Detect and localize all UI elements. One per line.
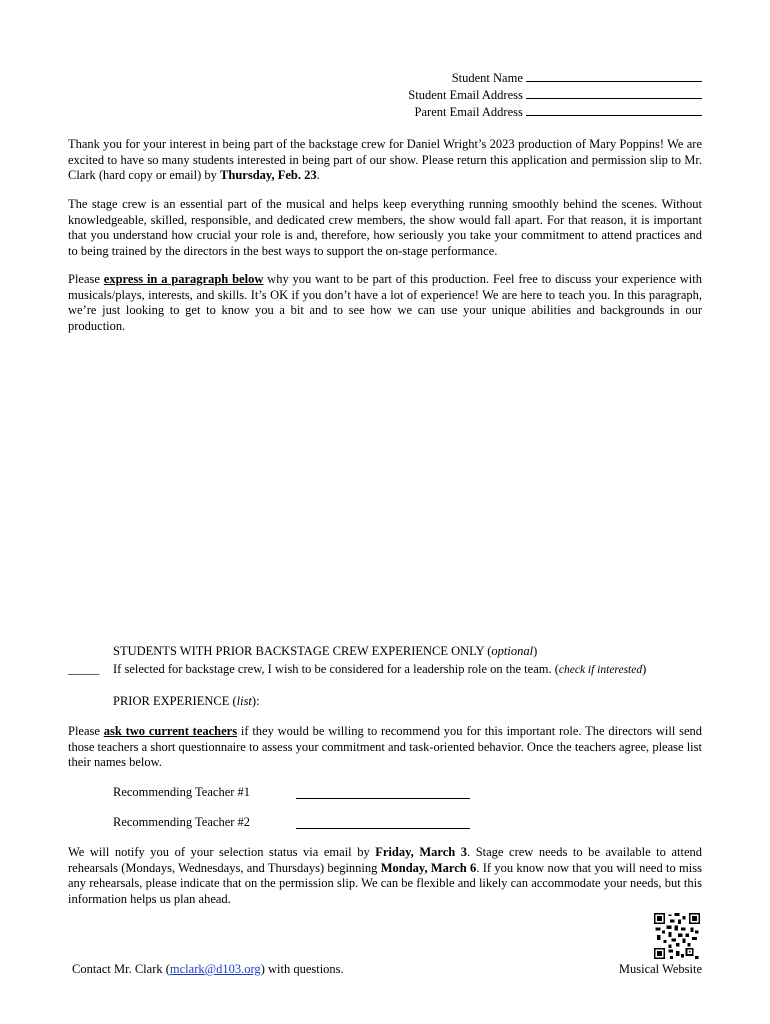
stage-crew-paragraph bbox=[68, 197, 702, 259]
prior-label-text: PRIOR EXPERIENCE ( bbox=[113, 694, 237, 708]
intro-text: Thank you for your interest in being part of the backstage crew for Daniel Wright’s 2023 production of Mary Poppins! We are excited to have so many students interested in being part of our show. Please return this application and permission slip to Mr. Clark (hard copy or email) by bbox=[68, 137, 702, 183]
intro-paragraph bbox=[68, 137, 702, 184]
prior-list-note: list bbox=[236, 694, 252, 708]
contact-line bbox=[72, 962, 344, 977]
email-link[interactable]: mclark@d103.org bbox=[169, 962, 261, 976]
teachers-paragraph bbox=[68, 724, 702, 771]
student-info-fields bbox=[408, 70, 702, 121]
deadline-date: Thursday, Feb. 23 bbox=[220, 168, 317, 183]
musical-website-label: Musical Website bbox=[618, 962, 702, 976]
notify-text-a: We will notify you of your selection status via email by bbox=[68, 845, 376, 859]
leadership-note: check if interested bbox=[558, 664, 643, 676]
student-name-field[interactable] bbox=[408, 70, 702, 87]
experience-heading bbox=[113, 643, 537, 659]
teachers-emphasis: ask two current teachers bbox=[103, 724, 238, 738]
leadership-option bbox=[113, 661, 646, 678]
teacher2-blank[interactable] bbox=[296, 814, 470, 829]
parent-email-blank[interactable] bbox=[526, 104, 702, 116]
teachers-text-start: Please bbox=[68, 724, 104, 738]
teacher1-label: Recommending Teacher #1 bbox=[113, 785, 251, 799]
student-name-label: Student Name bbox=[451, 71, 523, 85]
notify-paragraph bbox=[68, 845, 702, 907]
student-email-label: Student Email Address bbox=[408, 88, 523, 102]
express-text-end: why you want to be part of this production. Feel free to discuss your experience with musicals/plays, interests, and skills. It’s OK if you don’t have a lot of experience! We are here to teach you. In this paragraph, we’re just looking to get to know you a bit and to see how we can use your unique abilities and backgrounds in our production. bbox=[68, 272, 703, 333]
student-email-blank[interactable] bbox=[526, 87, 702, 99]
teacher2-label: Recommending Teacher #2 bbox=[113, 815, 251, 829]
notify-date-1: Friday, March 3 bbox=[375, 845, 468, 859]
prior-experience-label bbox=[113, 693, 260, 709]
parent-email-label: Parent Email Address bbox=[414, 105, 523, 119]
contact-text-start: Contact Mr. Clark ( bbox=[72, 962, 170, 976]
express-emphasis: express in a paragraph below bbox=[103, 272, 264, 286]
parent-email-field[interactable] bbox=[408, 104, 702, 121]
qr-code-icon[interactable] bbox=[654, 913, 700, 959]
leadership-checkbox-blank[interactable]: _____ bbox=[68, 662, 100, 676]
notify-date-2: Monday, March 6 bbox=[380, 860, 477, 875]
prior-label-close: ): bbox=[251, 694, 260, 708]
contact-text-end: ) with questions. bbox=[260, 962, 344, 976]
teachers-text-end: if they would be willing to recommend you for this important role. The directors will send those teachers a short questionnaire to assess your commitment and task-oriented behavior. Once the teachers agree, please list their names below. bbox=[68, 724, 702, 770]
leadership-close: ) bbox=[642, 662, 647, 676]
notify-text-c: . If you know now that you will need to miss any rehearsals, please indicate that on the permission slip. We can be flexible and likely can accommodate your needs, but this information helps us plan ahead. bbox=[68, 860, 702, 906]
teacher1-blank[interactable] bbox=[296, 784, 470, 799]
experience-heading-text: STUDENTS WITH PRIOR BACKSTAGE CREW EXPERIENCE ONLY ( bbox=[113, 644, 492, 658]
optional-note: optional bbox=[491, 644, 534, 658]
student-email-field[interactable] bbox=[408, 87, 702, 104]
intro-end: . bbox=[316, 168, 320, 183]
experience-heading-close: ) bbox=[533, 644, 538, 658]
notify-text-b: . Stage crew needs to be available to attend rehearsals (Mondays, Wednesdays, and Thursdays) beginning bbox=[68, 845, 702, 875]
express-paragraph bbox=[68, 272, 702, 334]
leadership-text: If selected for backstage crew, I wish to be considered for a leadership role on the team. ( bbox=[113, 662, 559, 676]
student-name-blank[interactable] bbox=[526, 70, 702, 82]
express-text-start: Please bbox=[68, 272, 104, 286]
stage-crew-text: The stage crew is an essential part of the musical and helps keep everything running smoothly behind the scenes. Without knowledgeable, skilled, responsible, and dedicated crew members, the show would fall apart. For that reason, it is important that you understand how crucial your role is and, therefore, how seriously you take your commitment to attend practices and to being trained by the directors in the best ways to support the on-stage performance. bbox=[68, 197, 702, 258]
